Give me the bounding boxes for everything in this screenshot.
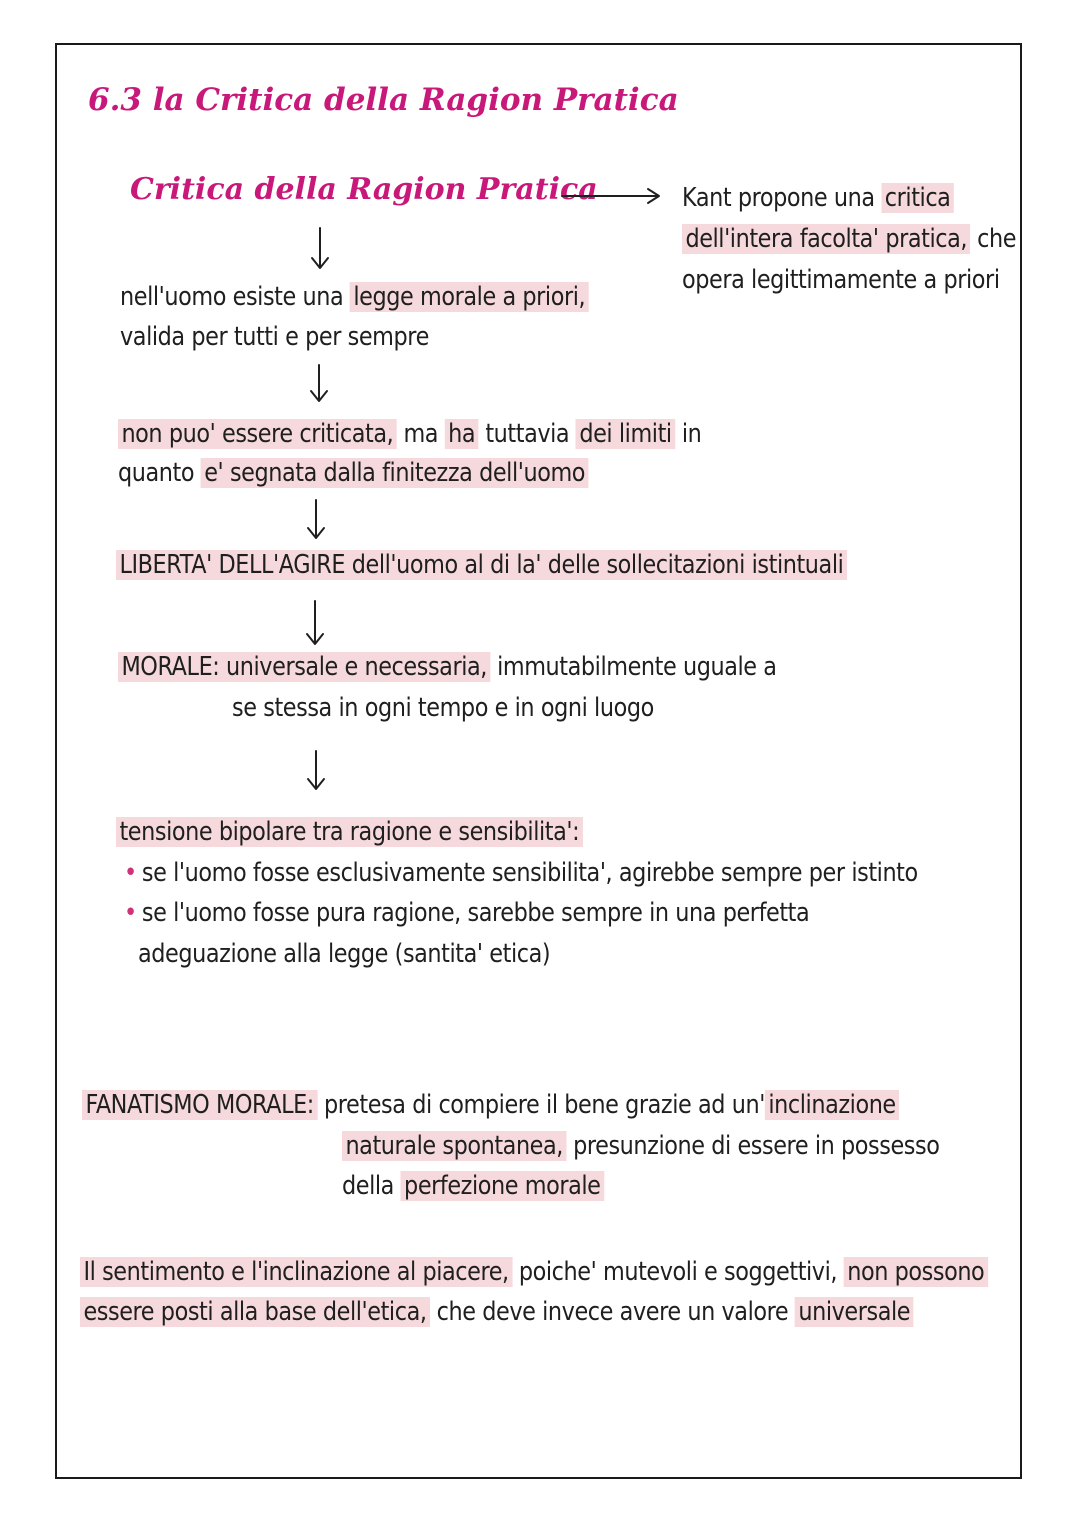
kant-note-line-3: opera legittimamente a priori: [682, 265, 1000, 295]
step4-line-2: se stessa in ogni tempo e in ogni luogo: [232, 693, 654, 723]
fanatismo-line-3: della perfezione morale: [342, 1166, 604, 1206]
step5-heading: [116, 812, 583, 852]
highlight: non possono: [844, 1257, 988, 1287]
step4-line-1: MORALE: universale e necessaria, immutabilmente uguale a: [118, 647, 777, 687]
highlight: legge morale a priori,: [350, 282, 589, 312]
step2-line-2: quanto e' segnata dalla finitezza dell'uomo: [118, 453, 589, 493]
highlight: essere posti alla base dell'etica,: [80, 1297, 430, 1327]
highlight: e' segnata dalla finitezza dell'uomo: [201, 458, 589, 488]
kant-note-line-1: Kant propone una critica: [682, 178, 954, 218]
fanatismo-line-2: naturale spontanea, presunzione di essere in possesso: [342, 1126, 939, 1166]
highlight: naturale spontanea,: [342, 1131, 566, 1161]
fanatismo-label: FANATISMO MORALE:: [82, 1090, 317, 1120]
highlight: critica: [881, 183, 954, 213]
step5-bullet-2: • se l'uomo fosse pura ragione, sarebbe sempre in una perfetta: [124, 898, 810, 928]
highlight: MORALE: universale e necessaria,: [118, 652, 490, 682]
highlight: dell'intera facolta' pratica,: [682, 224, 971, 254]
subtitle: Critica della Ragion Pratica: [130, 172, 598, 207]
step1-line-1: nell'uomo esiste una legge morale a priori,: [120, 277, 589, 317]
highlight: perfezione morale: [401, 1171, 604, 1201]
step5-bullet-2-cont: adeguazione alla legge (santita' etica): [138, 939, 551, 969]
step5-bullet-1: • se l'uomo fosse esclusivamente sensibilita', agirebbe sempre per istinto: [124, 858, 918, 888]
highlight: inclinazione: [765, 1090, 899, 1120]
step1-line-2: valida per tutti e per sempre: [120, 322, 429, 352]
bullet-icon: •: [124, 898, 137, 928]
highlight: tensione bipolare tra ragione e sensibilita':: [116, 817, 583, 847]
highlight: universale: [795, 1297, 914, 1327]
bullet-icon: •: [124, 858, 137, 888]
step3-line: [116, 545, 847, 585]
highlight: ha: [445, 419, 479, 449]
fanatismo-line-1: FANATISMO MORALE: pretesa di compiere il bene grazie ad un' inclinazione: [82, 1085, 899, 1125]
highlight: dei limiti: [576, 419, 675, 449]
conclusion-line-1: Il sentimento e l'inclinazione al piacere, poiche' mutevoli e soggettivi, non possono: [80, 1252, 988, 1292]
conclusion-line-2: essere posti alla base dell'etica, che deve invece avere un valore universale: [80, 1292, 914, 1332]
page-title: 6.3 la Critica della Ragion Pratica: [88, 82, 679, 118]
highlight: LIBERTA' DELL'AGIRE dell'uomo al di la' delle sollecitazioni istintuali: [116, 550, 847, 580]
step2-line-1: non puo' essere criticata, ma ha tuttavia dei limiti in: [118, 414, 701, 454]
highlight: non puo' essere criticata,: [118, 419, 397, 449]
kant-note-line-2: dell'intera facolta' pratica, che: [682, 219, 1016, 259]
highlight: Il sentimento e l'inclinazione al piacere,: [80, 1257, 512, 1287]
